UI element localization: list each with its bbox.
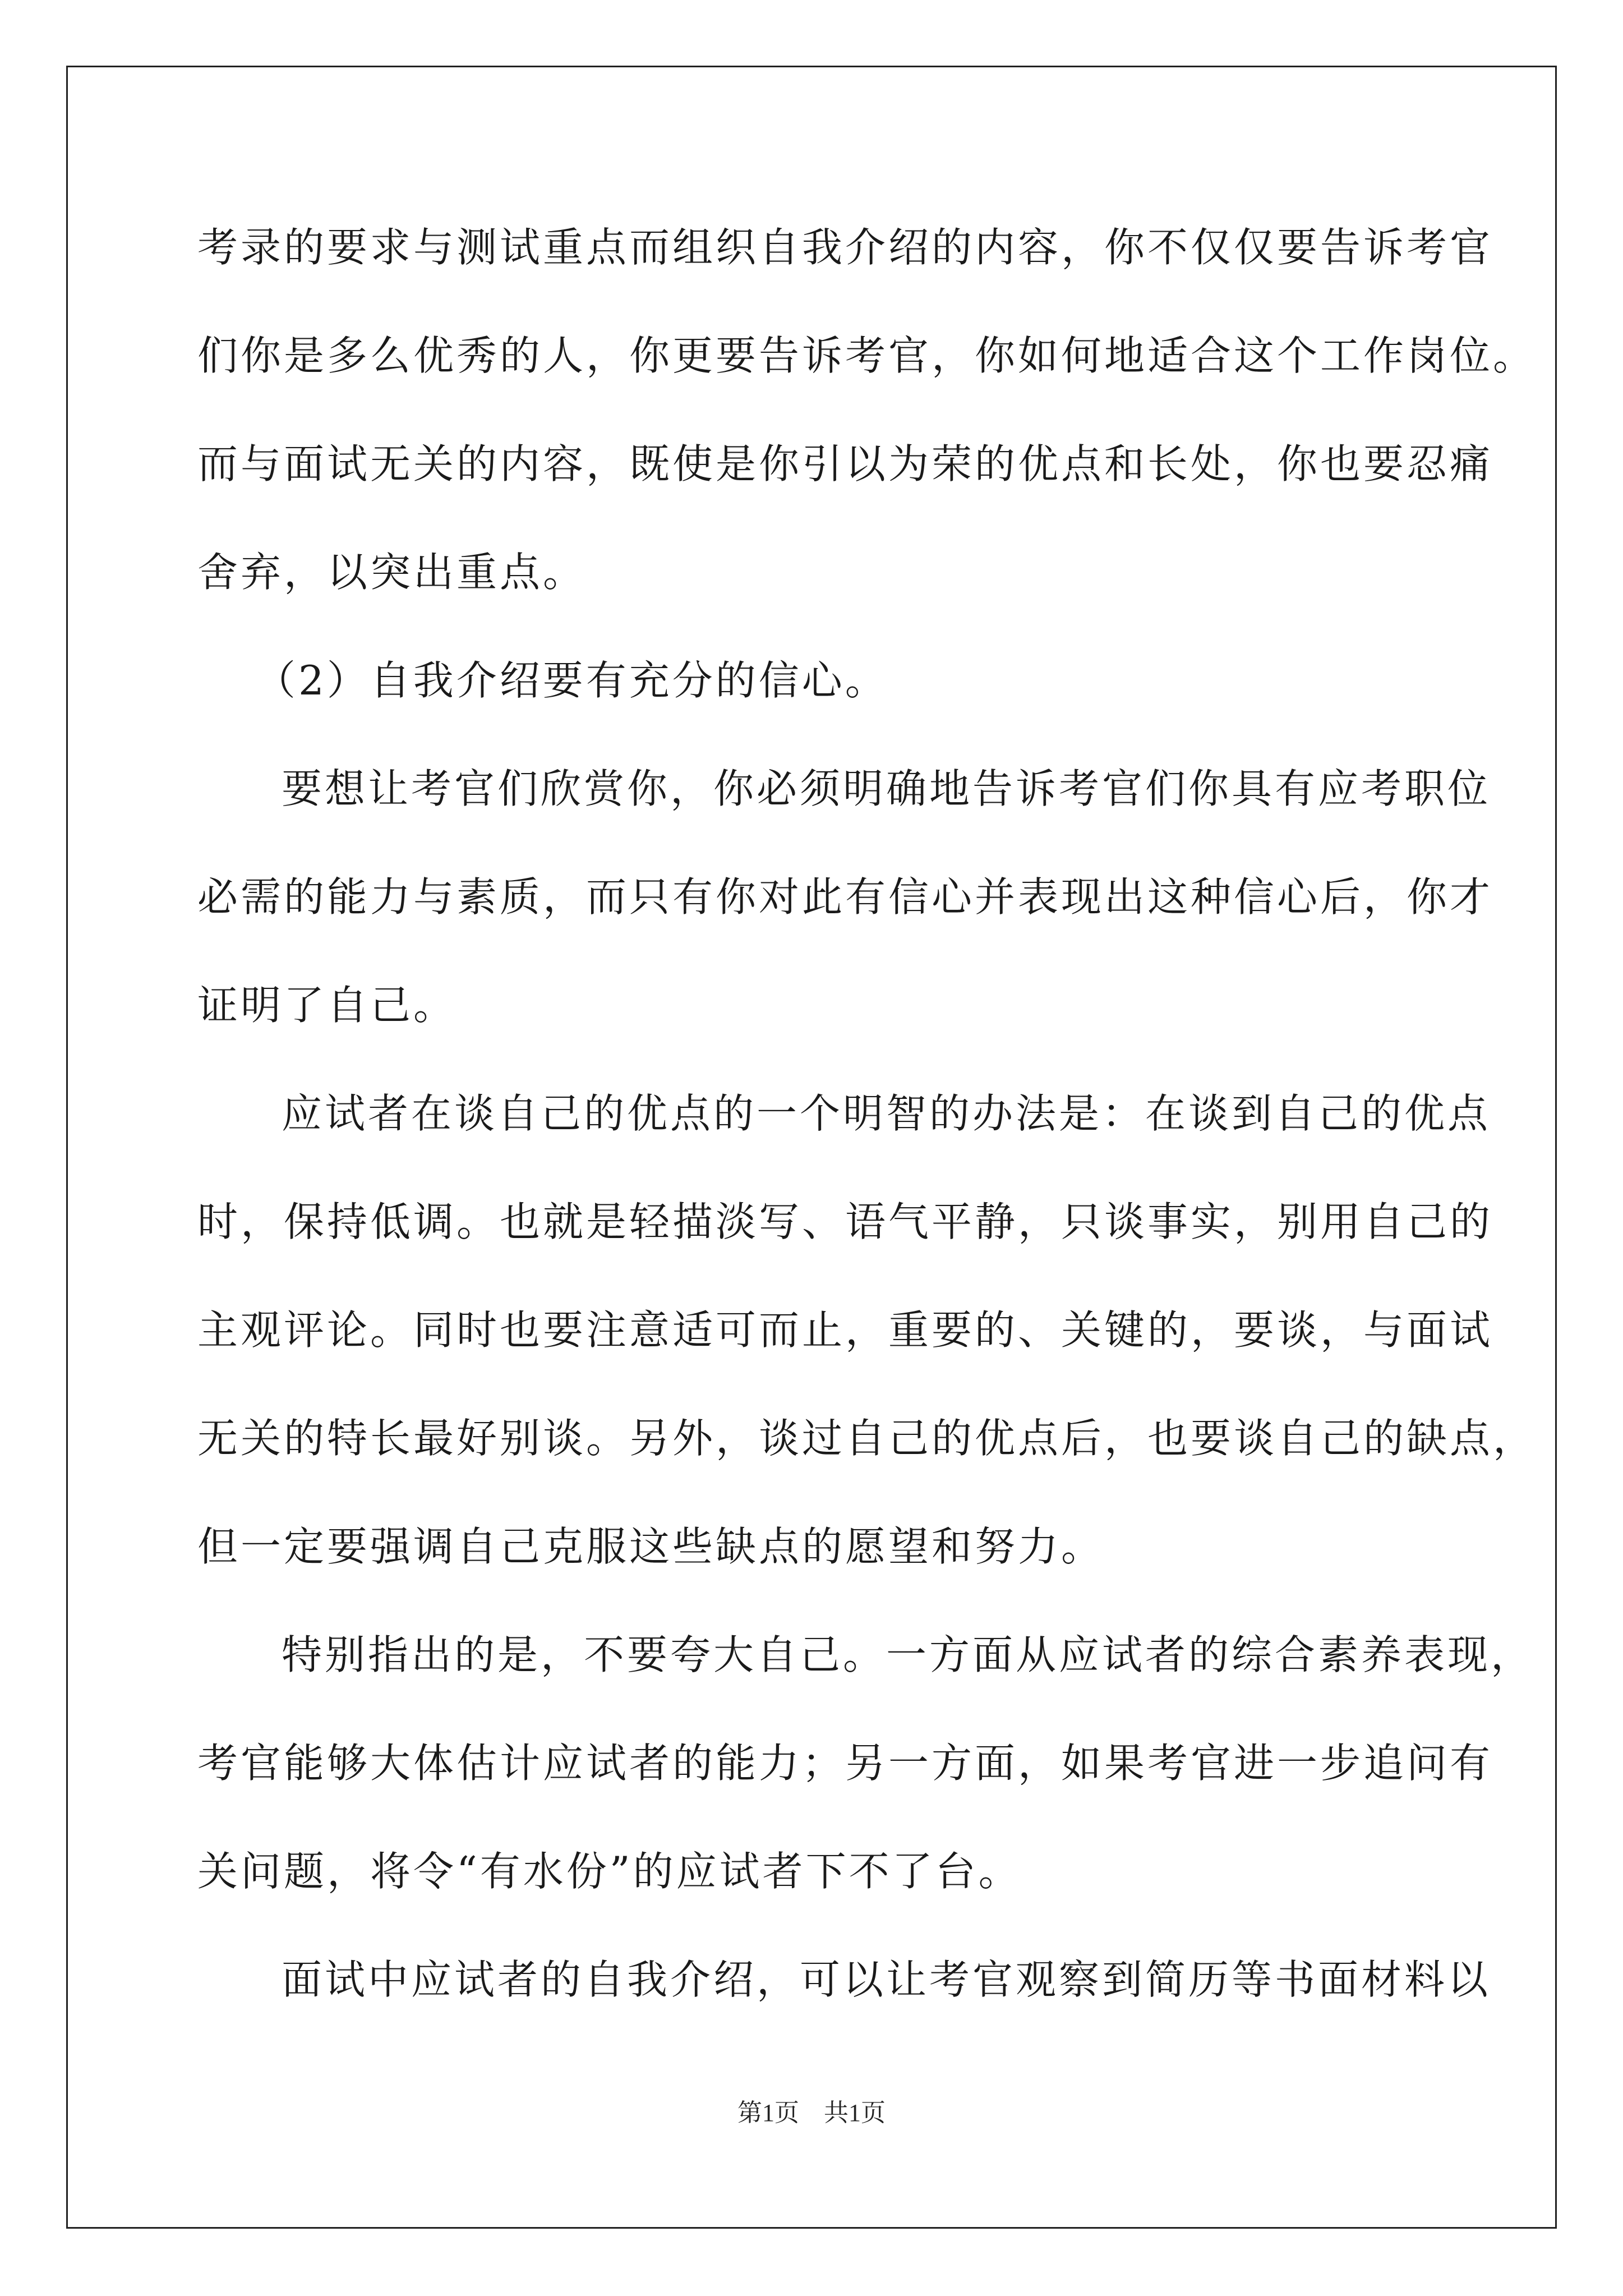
paragraph-line: 证明了自己。 [197, 982, 457, 1029]
paragraph-line: 特别指出的是，不要夸大自己。一方面从应试者的综合素养表现， [282, 1631, 1534, 1678]
paragraph-line: 但一定要强调自己克服这些缺点的愿望和努力。 [197, 1523, 1105, 1570]
paragraph-line: 应试者在谈自己的优点的一个明智的办法是：在谈到自己的优点 [282, 1090, 1491, 1137]
page-border [66, 66, 1557, 2229]
paragraph-line: 时，保持低调。也就是轻描淡写、语气平静，只谈事实，别用自己的 [197, 1198, 1493, 1245]
section-heading: （2）自我介绍要有充分的信心。 [255, 657, 888, 704]
page-number: 第1页 共1页 [737, 2099, 886, 2127]
paragraph-line: 主观评论。同时也要注意适可而止，重要的、关键的，要谈，与面试 [197, 1306, 1493, 1354]
paragraph-line: 面试中应试者的自我介绍，可以让考官观察到简历等书面材料以 [282, 1956, 1491, 2003]
paragraph-line: 们你是多么优秀的人，你更要告诉考官，你如何地适合这个工作岗位。 [197, 332, 1537, 379]
paragraph-line: 而与面试无关的内容，既使是你引以为荣的优点和长处，你也要忍痛 [197, 440, 1493, 487]
paragraph-line: 必需的能力与素质，而只有你对此有信心并表现出这种信心后，你才 [197, 873, 1493, 921]
paragraph-line: 无关的特长最好别谈。另外，谈过自己的优点后，也要谈自己的缺点， [197, 1415, 1537, 1462]
paragraph-line: 要想让考官们欣赏你，你必须明确地告诉考官们你具有应考职位 [282, 765, 1491, 812]
paragraph-line: 考录的要求与测试重点而组织自我介绍的内容，你不仅仅要告诉考官 [197, 224, 1493, 271]
paragraph-line: 考官能够大体估计应试者的能力；另一方面，如果考官进一步追问有 [197, 1740, 1493, 1787]
paragraph-line: 舍弃，以突出重点。 [197, 549, 587, 596]
paragraph-line: 关问题，将令“有水份”的应试者下不了台。 [197, 1848, 1022, 1895]
